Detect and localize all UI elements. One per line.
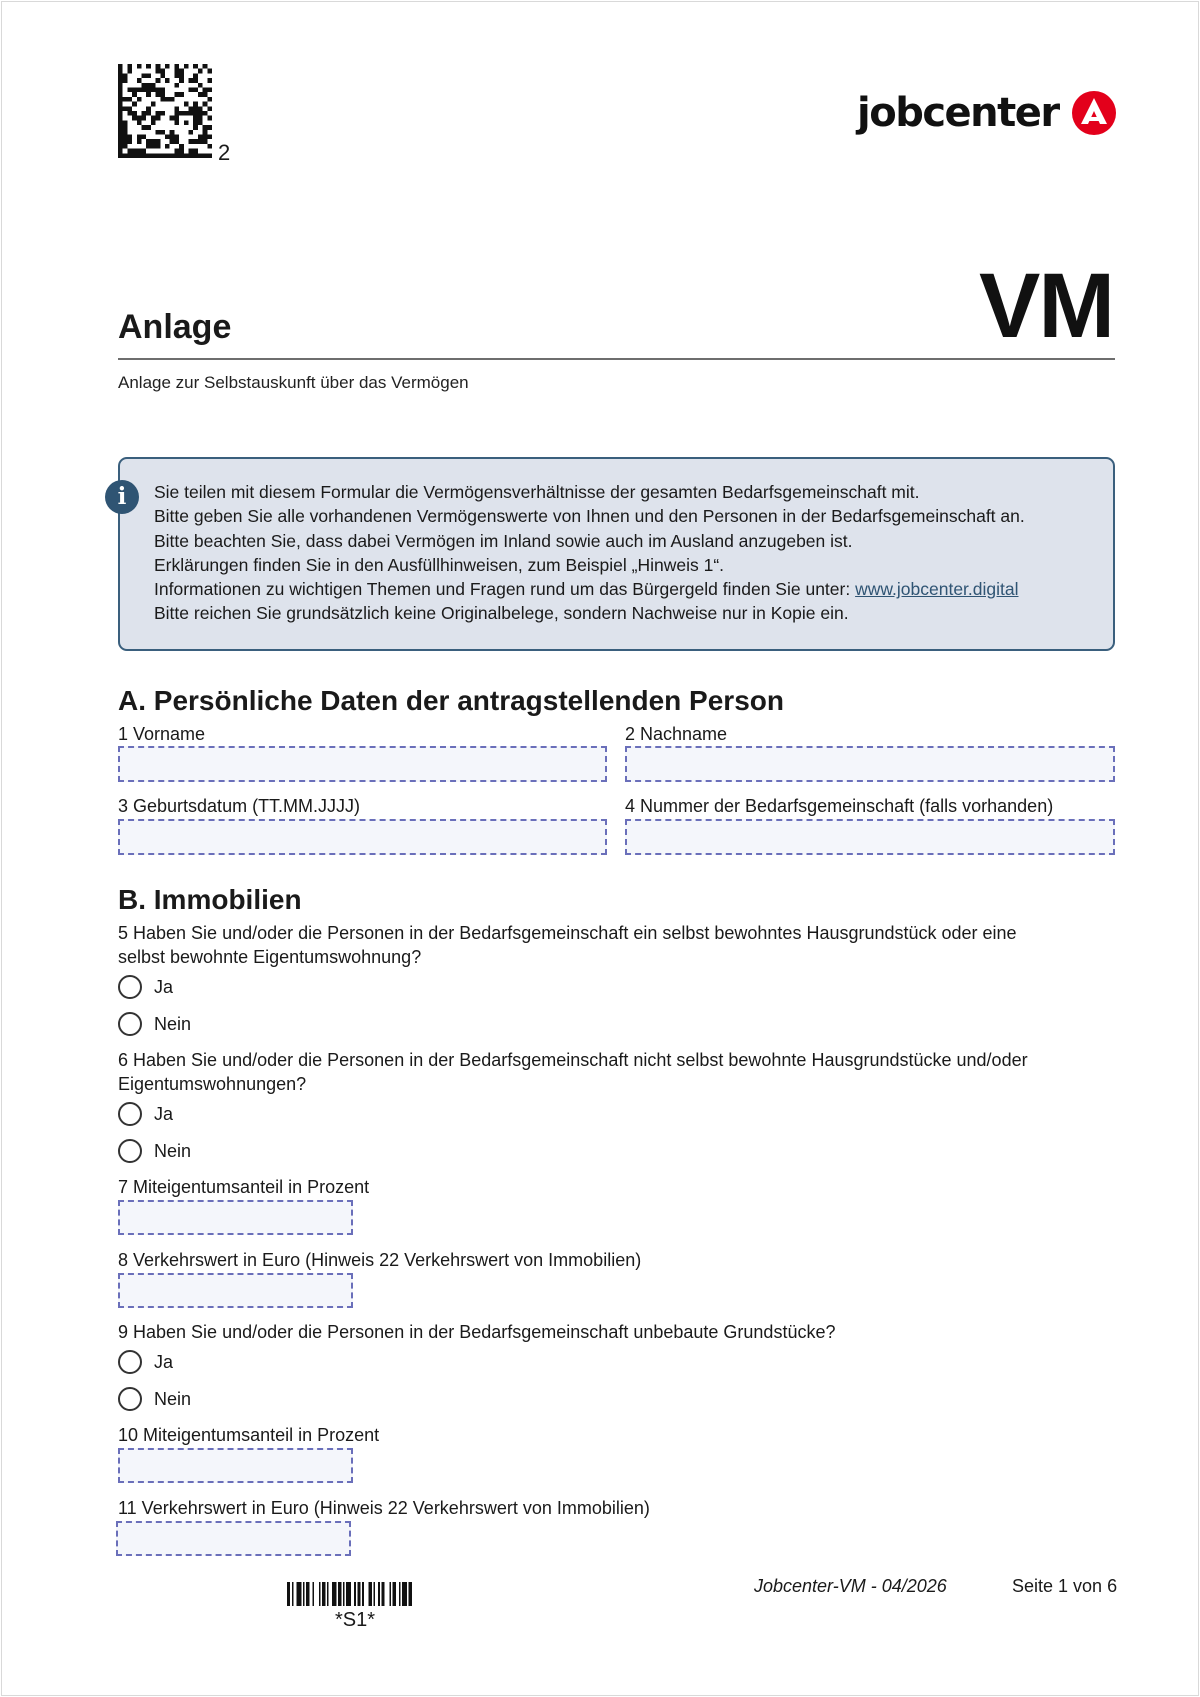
- info-line: [154, 577, 1025, 601]
- jobcenter-digital-link[interactable]: www.jobcenter.digital: [855, 579, 1019, 600]
- q9-ja-radio[interactable]: [118, 1350, 142, 1374]
- info-text: [154, 480, 1025, 626]
- q11-verkehrswert-input[interactable]: [116, 1521, 351, 1556]
- page-subtitle: Anlage zur Selbstauskunft über das Vermögen: [118, 373, 469, 392]
- q9-ja-label: Ja: [154, 1352, 174, 1372]
- info-icon: i: [105, 480, 139, 514]
- page-number: Seite 1 von 6: [1012, 1576, 1118, 1596]
- q5-ja-radio[interactable]: [118, 975, 142, 999]
- q9-nein-radio[interactable]: [118, 1387, 142, 1411]
- qr-code: [118, 64, 212, 158]
- question-11: 11 Verkehrswert in Euro (Hinweis 22 Verkehrswert von Immobilien): [118, 1498, 650, 1518]
- q8-verkehrswert-input[interactable]: [118, 1273, 353, 1308]
- question-6-cont: Eigentumswohnungen?: [118, 1074, 307, 1094]
- info-line: Erklärungen finden Sie in den Ausfüllhinweisen, zum Beispiel „Hinweis 1“.: [154, 554, 725, 575]
- field-label-geburtsdatum: 3 Geburtsdatum (TT.MM.JJJJ): [118, 796, 361, 816]
- question-9: 9 Haben Sie und/oder die Personen in der Bedarfsgemeinschaft unbebaute Grundstücke?: [118, 1322, 836, 1342]
- qr-number: 2: [218, 140, 231, 165]
- q10-miteigentum-input[interactable]: [118, 1448, 353, 1483]
- field-label-vorname: 1 Vorname: [118, 724, 206, 744]
- question-5: 5 Haben Sie und/oder die Personen in der Bedarfsgemeinschaft ein selbst bewohntes Hausgrundstück oder eine: [118, 923, 1017, 943]
- question-8: 8 Verkehrswert in Euro (Hinweis 22 Verkehrswert von Immobilien): [118, 1250, 642, 1270]
- logo-text: jobcenter: [857, 90, 1059, 136]
- document-page: [1, 1, 1199, 1696]
- q6-nein-radio[interactable]: [118, 1139, 142, 1163]
- info-line: Bitte beachten Sie, dass dabei Vermögen im Inland sowie auch im Ausland anzugeben ist.: [154, 530, 853, 551]
- question-6: 6 Haben Sie und/oder die Personen in der Bedarfsgemeinschaft nicht selbst bewohnte Hausgrundstücke und/oder: [118, 1050, 1028, 1070]
- info-line-text: Informationen zu wichtigen Themen und Fragen rund um das Bürgergeld finden Sie unter:: [154, 579, 856, 600]
- barcode: [287, 1582, 427, 1606]
- question-5-cont: selbst bewohnte Eigentumswohnung?: [118, 947, 422, 967]
- field-label-bg-nummer: 4 Nummer der Bedarfsgemeinschaft (falls vorhanden): [625, 796, 1054, 816]
- form-identifier: Jobcenter-VM - 04/2026: [754, 1576, 947, 1596]
- info-line: Sie teilen mit diesem Formular die Vermögensverhältnisse der gesamten Bedarfsgemeinschaft mit.: [154, 482, 920, 502]
- q5-ja-label: Ja: [154, 977, 174, 997]
- section-a-heading: A. Persönliche Daten der antragstellenden Person: [118, 685, 784, 716]
- field-label-nachname: 2 Nachname: [625, 724, 728, 744]
- question-7: 7 Miteigentumsanteil in Prozent: [118, 1177, 370, 1197]
- geburtsdatum-input[interactable]: [118, 819, 607, 855]
- jobcenter-logo: [857, 90, 1117, 136]
- form-code: VM: [979, 255, 1113, 357]
- q7-miteigentum-input[interactable]: [118, 1200, 353, 1235]
- q9-nein-label: Nein: [154, 1389, 192, 1409]
- q6-ja-label: Ja: [154, 1104, 174, 1124]
- q6-nein-label: Nein: [154, 1141, 192, 1161]
- vorname-input[interactable]: [118, 746, 607, 782]
- page-title: Anlage: [118, 308, 232, 346]
- info-line: Bitte reichen Sie grundsätzlich keine Originalbelege, sondern Nachweise nur in Kopie ein.: [154, 603, 849, 624]
- q5-nein-label: Nein: [154, 1014, 192, 1034]
- info-line: Bitte geben Sie alle vorhandenen Vermögenswerte von Ihnen und den Personen in der Bedarfsgemeinschaft an.: [154, 506, 1025, 527]
- q6-ja-radio[interactable]: [118, 1102, 142, 1126]
- barcode-text: *S1*: [335, 1609, 376, 1631]
- bg-nummer-input[interactable]: [625, 819, 1115, 855]
- nachname-input[interactable]: [625, 746, 1115, 782]
- q5-nein-radio[interactable]: [118, 1012, 142, 1036]
- question-10: 10 Miteigentumsanteil in Prozent: [118, 1425, 380, 1445]
- title-divider: [118, 358, 1115, 360]
- section-b-heading: B. Immobilien: [118, 884, 302, 915]
- agency-logo-icon: [1071, 90, 1117, 136]
